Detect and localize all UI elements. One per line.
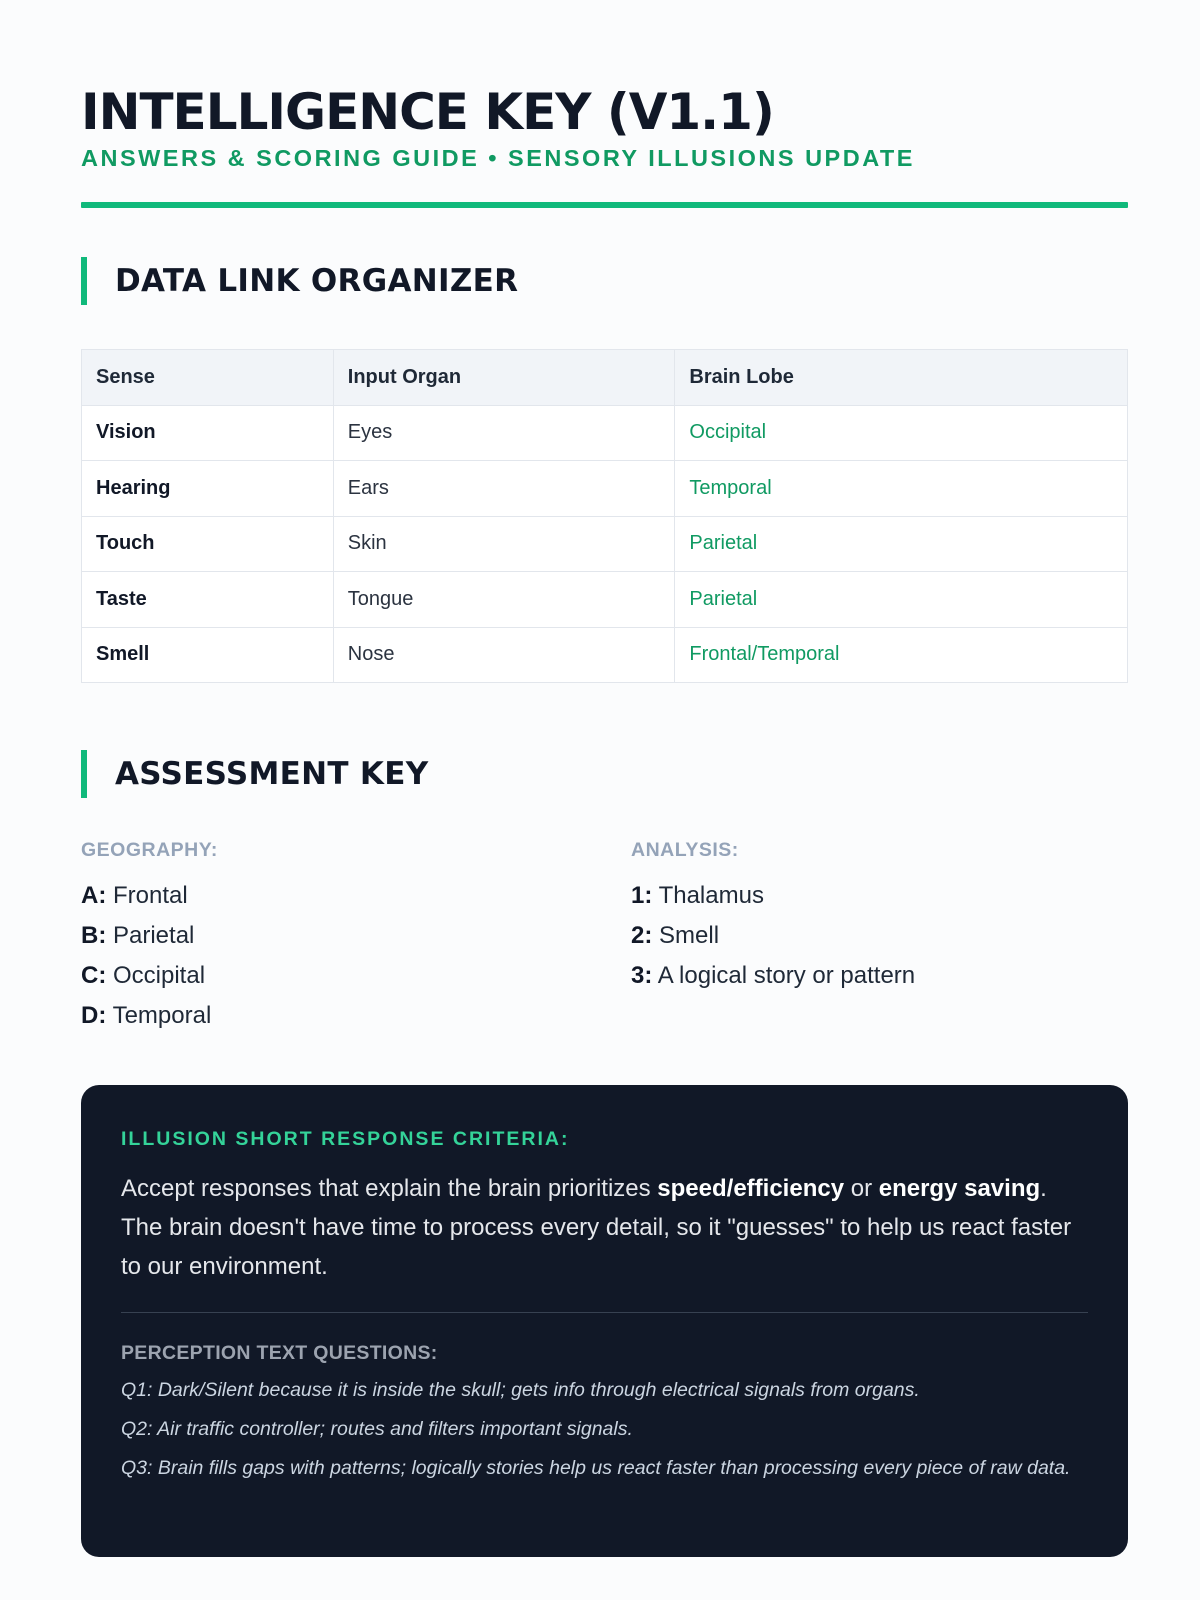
table-row <box>82 461 1128 517</box>
criteria-text <box>121 1169 1088 1286</box>
key-item <box>81 996 218 1036</box>
key-answer: Frontal <box>113 882 188 909</box>
key-item <box>81 876 218 916</box>
analysis-key <box>631 838 915 996</box>
table-row <box>82 627 1128 683</box>
page-title: INTELLIGENCE KEY (V1.1) <box>81 83 774 141</box>
key-answer: A logical story or pattern <box>657 962 916 989</box>
assessment-heading: ASSESSMENT KEY <box>115 756 429 792</box>
column-header-sense: Sense <box>82 350 334 406</box>
data-link-table <box>81 349 1128 683</box>
table-row <box>82 572 1128 628</box>
organizer-heading: DATA LINK ORGANIZER <box>115 263 519 299</box>
sense-cell: Hearing <box>82 461 334 517</box>
key-answer: Occipital <box>113 962 206 989</box>
key-letter: D: <box>81 1002 107 1029</box>
criteria-text-part: or <box>844 1175 879 1202</box>
page-subtitle: ANSWERS & SCORING GUIDE • SENSORY ILLUSIONS UPDATE <box>81 145 915 171</box>
key-number: 1: <box>631 882 653 909</box>
key-answer: Temporal <box>112 1002 212 1029</box>
sense-cell: Taste <box>82 572 334 628</box>
analysis-label: ANALYSIS: <box>631 839 739 861</box>
organ-cell: Tongue <box>333 572 675 628</box>
sense-cell: Touch <box>82 516 334 572</box>
section-accent-bar <box>81 257 87 305</box>
lobe-cell: Parietal <box>675 572 1128 628</box>
key-number: 3: <box>631 962 653 989</box>
lobe-cell: Occipital <box>675 405 1128 461</box>
perception-question: Q1: Dark/Silent because it is inside the skull; gets info through electrical signals from organs. <box>121 1379 920 1401</box>
lobe-cell: Temporal <box>675 461 1128 517</box>
perception-label: PERCEPTION TEXT QUESTIONS: <box>121 1342 438 1364</box>
key-number: 2: <box>631 922 653 949</box>
criteria-emphasis: speed/efficiency <box>657 1175 845 1202</box>
criteria-emphasis: energy saving <box>878 1175 1041 1202</box>
table-header-row <box>82 350 1128 406</box>
card-divider <box>121 1312 1088 1313</box>
table-row <box>82 516 1128 572</box>
sense-cell: Smell <box>82 627 334 683</box>
lobe-cell: Parietal <box>675 516 1128 572</box>
perception-question: Q3: Brain fills gaps with patterns; logically stories help us react faster than processing every piece of raw data. <box>121 1457 1071 1479</box>
table-row <box>82 405 1128 461</box>
key-answer: Parietal <box>113 922 195 949</box>
key-letter: C: <box>81 962 107 989</box>
key-item <box>631 876 915 916</box>
criteria-text-part: Accept responses that explain the brain prioritizes <box>121 1175 658 1202</box>
organ-cell: Nose <box>333 627 675 683</box>
title-divider <box>81 202 1128 208</box>
column-header-brain-lobe: Brain Lobe <box>675 350 1128 406</box>
geography-key <box>81 838 218 1036</box>
assessment-section-header <box>81 750 428 798</box>
organizer-section-header <box>81 257 518 305</box>
key-item <box>631 956 915 996</box>
criteria-text-part: . The brain doesn't have time to process every detail, so it "guesses" to help us react faster to our environment. <box>121 1175 1072 1280</box>
perception-question: Q2: Air traffic controller; routes and filters important signals. <box>121 1418 633 1440</box>
key-letter: B: <box>81 922 107 949</box>
organ-cell: Skin <box>333 516 675 572</box>
column-header-input-organ: Input Organ <box>333 350 675 406</box>
key-item <box>81 916 218 956</box>
lobe-cell: Frontal/Temporal <box>675 627 1128 683</box>
criteria-card <box>81 1085 1128 1557</box>
key-letter: A: <box>81 882 107 909</box>
key-answer: Smell <box>659 922 720 949</box>
key-item <box>81 956 218 996</box>
sense-cell: Vision <box>82 405 334 461</box>
key-item <box>631 916 915 956</box>
section-accent-bar <box>81 750 87 798</box>
key-answer: Thalamus <box>658 882 764 909</box>
organ-cell: Ears <box>333 461 675 517</box>
criteria-label: ILLUSION SHORT RESPONSE CRITERIA: <box>121 1128 570 1150</box>
geography-label: GEOGRAPHY: <box>81 839 218 861</box>
organ-cell: Eyes <box>333 405 675 461</box>
